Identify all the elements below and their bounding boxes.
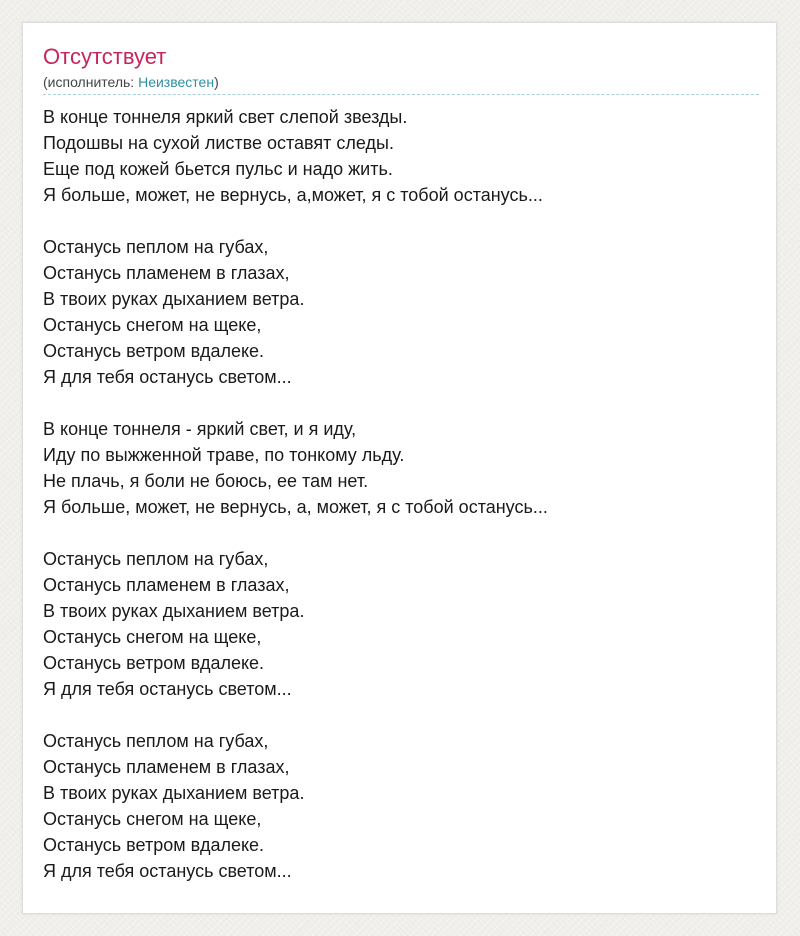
lyrics-card	[22, 22, 777, 914]
lyrics-stanza	[43, 104, 759, 208]
song-title: Отсутствует	[43, 44, 167, 69]
lyric-line: Останусь снегом на щеке,	[43, 315, 262, 335]
lyric-line: В твоих руках дыханием ветра.	[43, 601, 305, 621]
lyric-line: Останусь пеплом на губах,	[43, 237, 269, 257]
artist-suffix: )	[214, 74, 219, 90]
lyric-line: Я для тебя останусь светом...	[43, 679, 292, 699]
lyric-line: Я для тебя останусь светом...	[43, 367, 292, 387]
lyric-line: Подошвы на сухой листве оставят следы.	[43, 133, 394, 153]
lyric-line: В твоих руках дыханием ветра.	[43, 289, 305, 309]
lyric-line: Иду по выжженной траве, по тонкому льду.	[43, 445, 405, 465]
lyrics-stanza	[43, 728, 759, 884]
artist-line	[43, 73, 759, 95]
lyric-line: В конце тоннеля - яркий свет, и я иду,	[43, 419, 357, 439]
lyric-line: Останусь ветром вдалеке.	[43, 835, 265, 855]
lyric-line: Останусь пламенем в глазах,	[43, 263, 290, 283]
lyric-line: Останусь снегом на щеке,	[43, 809, 262, 829]
lyric-line: В конце тоннеля яркий свет слепой звезды.	[43, 107, 408, 127]
lyric-line: Я больше, может, не вернусь, а, может, я с тобой останусь...	[43, 497, 548, 517]
artist-prefix: (исполнитель:	[43, 74, 139, 90]
lyric-line: Останусь пламенем в глазах,	[43, 757, 290, 777]
lyric-line: Останусь ветром вдалеке.	[43, 653, 265, 673]
lyric-line: В твоих руках дыханием ветра.	[43, 783, 305, 803]
lyric-line: Останусь пеплом на губах,	[43, 731, 269, 751]
artist-link[interactable]: Неизвестен	[138, 74, 215, 90]
lyrics-stanza	[43, 416, 759, 520]
lyrics-stanza	[43, 234, 759, 390]
lyric-line: Останусь пеплом на губах,	[43, 549, 269, 569]
lyric-line: Останусь снегом на щеке,	[43, 627, 262, 647]
lyric-line: Останусь ветром вдалеке.	[43, 341, 265, 361]
lyric-line: Не плачь, я боли не боюсь, ее там нет.	[43, 471, 369, 491]
lyric-line: Останусь пламенем в глазах,	[43, 575, 290, 595]
lyric-line: Еще под кожей бьется пульс и надо жить.	[43, 159, 393, 179]
lyrics-stanza	[43, 546, 759, 702]
lyric-line: Я для тебя останусь светом...	[43, 861, 292, 881]
lyrics-text	[43, 104, 759, 884]
lyric-line: Я больше, может, не вернусь, а,может, я с тобой останусь...	[43, 185, 543, 205]
